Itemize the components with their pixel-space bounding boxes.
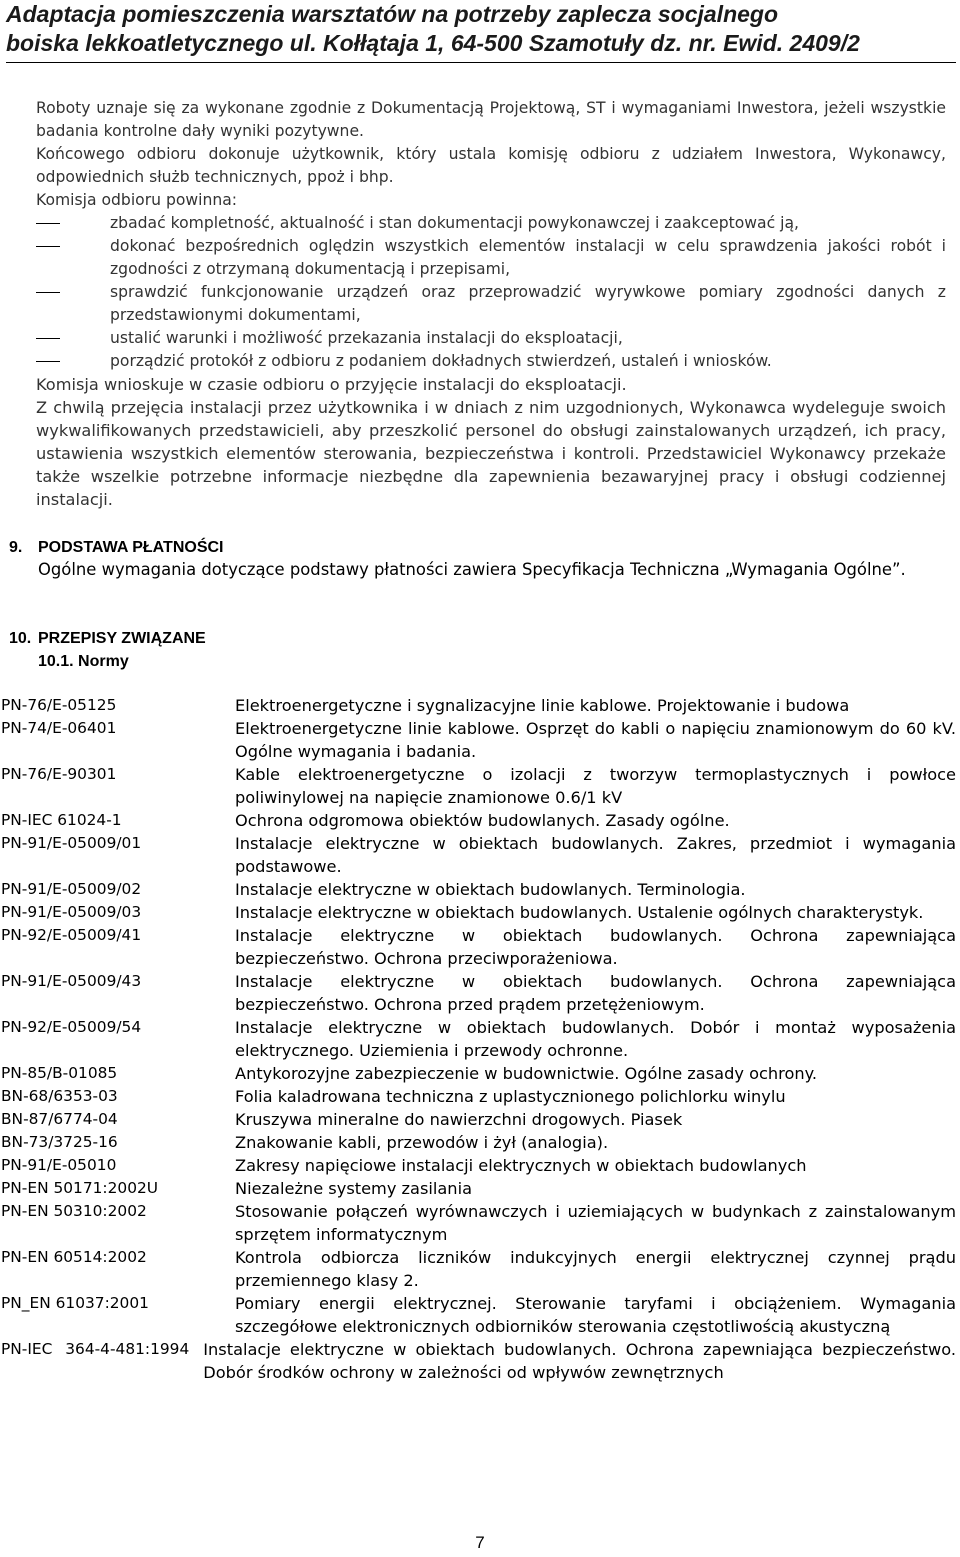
norm-description: Znakowanie kabli, przewodów i żył (analogia). — [235, 1133, 609, 1152]
norm-code: PN-91/E-05009/01 — [1, 834, 142, 852]
paragraph-committee-duties: Komisja odbioru powinna: — [36, 191, 238, 209]
norm-row — [0, 970, 960, 1016]
paragraph-training: Z chwilą przejęcia instalacji przez użytkownika i w dniach z nim uzgodnionych, Wykonawca wydeleguje swoich wykwalifikowanych przedstawicieli, aby przeszkolić personel do obsługi zainstalowanych urządzeń, ich pracy, ustawienia wszystkich elementów sterowania, bezpieczeństwa i kontroli. Przedstawiciel Wykonawcy przekaże także wszelkie potrzebne informacje niezbędne dla zapewnienia bezawaryjnej pracy i obsługi codziennej instalacji. — [36, 398, 946, 509]
list-item-text: sprawdzić funkcjonowanie urządzeń oraz przeprowadzić wyrywkowe pomiary zgodności danych z przedstawionymi dokumentami, — [110, 283, 946, 324]
list-item — [36, 327, 946, 350]
norm-description: Instalacje elektryczne w obiektach budowlanych. Ustalenie ogólnych charakterystyk. — [235, 903, 924, 922]
section-number: 10. — [9, 630, 32, 647]
norm-description: Instalacje elektryczne w obiektach budowlanych. Zakres, przedmiot i wymagania podstawowe. — [235, 834, 956, 876]
norm-row — [0, 832, 960, 878]
header-title-line-2: boiska lekkoatletycznego ul. Kołłątaja 1, 64-500 Szamotuły dz. nr. Ewid. 2409/2 — [6, 30, 860, 56]
norm-row — [0, 1154, 960, 1177]
list-item — [36, 350, 946, 373]
norm-row — [0, 901, 960, 924]
list-item — [36, 281, 946, 327]
norm-row — [0, 1338, 960, 1384]
norm-description: Instalacje elektryczne w obiektach budowlanych. Ochrona zapewniająca bezpieczeństwo. Dobór środków ochrony w zależności od wpływów zewnętrznych — [203, 1340, 956, 1382]
dash-bullet — [36, 223, 60, 224]
norm-code: PN-IEC 364-4-481:1994 — [1, 1340, 190, 1358]
norm-description: Folia kaladrowana techniczna z uplastycznionego polichlorku winylu — [235, 1087, 786, 1106]
norm-row — [0, 1131, 960, 1154]
norm-row — [0, 1016, 960, 1062]
list-item — [36, 235, 946, 281]
section-title: PRZEPISY ZWIĄZANE — [38, 630, 206, 647]
norm-description: Elektroenergetyczne i sygnalizacyjne linie kablowe. Projektowanie i budowa — [235, 696, 850, 715]
norm-row — [0, 924, 960, 970]
norm-description: Zakresy napięciowe instalacji elektrycznych w obiektach budowlanych — [235, 1156, 807, 1175]
page-number: 7 — [475, 1533, 485, 1552]
norm-row — [0, 717, 960, 763]
norm-code: PN-91/E-05010 — [1, 1156, 117, 1174]
norm-code: BN-87/6774-04 — [1, 1110, 118, 1128]
norm-row — [0, 694, 960, 717]
norm-description: Instalacje elektryczne w obiektach budowlanych. Ochrona zapewniająca bezpieczeństwo. Ochrona przeciwporażeniowa. — [235, 926, 956, 968]
norm-description: Kable elektroenergetyczne o izolacji z tworzyw termoplastycznych i powłoce poliwinylowej na napięcie znamionowe 0.6/1 kV — [235, 765, 956, 807]
norm-code: PN-EN 50171:2002U — [1, 1179, 159, 1197]
dash-bullet — [36, 246, 60, 247]
norm-description: Instalacje elektryczne w obiektach budowlanych. Ochrona zapewniająca bezpieczeństwo. Ochrona przed prądem przetężeniowym. — [235, 972, 956, 1014]
norm-row — [0, 1062, 960, 1085]
list-item-text: porządzić protokół z odbioru z podaniem dokładnych stwierdzeń, ustaleń i wniosków. — [110, 352, 772, 370]
norm-row — [0, 1292, 960, 1338]
subsection-title: 10.1. Normy — [38, 653, 129, 670]
norm-row — [0, 809, 960, 832]
norm-row — [0, 1177, 960, 1200]
norm-description: Kontrola odbiorcza liczników indukcyjnych energii elektrycznej czynnej prądu przemiennego klasy 2. — [235, 1248, 956, 1290]
norm-row — [0, 763, 960, 809]
list-item-text: dokonać bezpośrednich oględzin wszystkich elementów instalacji w celu sprawdzenia jakości robót i zgodności z otrzymaną dokumentacją i przepisami, — [110, 237, 946, 278]
paragraph-committee-motion: Komisja wnioskuje w czasie odbioru o przyjęcie instalacji do eksploatacji. — [36, 375, 627, 394]
list-item-text: zbadać kompletność, aktualność i stan dokumentacji powykonawczej i zaakceptować ją, — [110, 214, 799, 232]
norm-code: PN-91/E-05009/03 — [1, 903, 142, 921]
norm-code: PN-91/E-05009/43 — [1, 972, 142, 990]
norm-code: PN-91/E-05009/02 — [1, 880, 142, 898]
list-item-text: ustalić warunki i możliwość przekazania instalacji do eksploatacji, — [110, 329, 623, 347]
header-title-line-1: Adaptacja pomieszczenia warsztatów na potrzeby zaplecza socjalnego — [6, 1, 779, 27]
section-body: Ogólne wymagania dotyczące podstawy płatności zawiera Specyfikacja Techniczna „Wymagania Ogólne”. — [38, 560, 906, 579]
norm-row — [0, 878, 960, 901]
norm-code: PN-IEC 61024-1 — [1, 811, 122, 829]
norm-description: Instalacje elektryczne w obiektach budowlanych. Dobór i montaż wyposażenia elektrycznego. Uziemienia i przewody ochronne. — [235, 1018, 956, 1060]
norm-code: PN-92/E-05009/41 — [1, 926, 142, 944]
norm-description: Pomiary energii elektrycznej. Sterowanie taryfami i obciążeniem. Wymagania szczegółowe elektronicznych odbiorników sterowania częstotliwością akustyczną — [235, 1294, 956, 1336]
document-header — [6, 0, 954, 58]
acceptance-section — [36, 97, 946, 511]
paragraph-final-acceptance: Końcowego odbioru dokonuje użytkownik, który ustala komisję odbioru z udziałem Inwestora, Wykonawcy, odpowiednich służb technicznych, ppoż i bhp. — [36, 145, 946, 186]
list-item — [36, 212, 946, 235]
norm-description: Kruszywa mineralne do nawierzchni drogowych. Piasek — [235, 1110, 683, 1129]
dash-bullet — [36, 292, 60, 293]
norm-description: Instalacje elektryczne w obiektach budowlanych. Terminologia. — [235, 880, 746, 899]
norm-description: Stosowanie połączeń wyrównawczych i uziemiających w budynkach z zainstalowanym sprzętem informatycznym — [235, 1202, 956, 1244]
norm-description: Antykorozyjne zabezpieczenie w budownictwie. Ogólne zasady ochrony. — [235, 1064, 818, 1083]
committee-duties-list — [36, 212, 946, 373]
norm-description: Elektroenergetyczne linie kablowe. Osprzęt do kabli o napięciu znamionowym do 60 kV. Ogólne wymagania i badania. — [235, 719, 956, 761]
dash-bullet — [36, 361, 60, 362]
norm-code: PN-85/B-01085 — [1, 1064, 118, 1082]
norm-code: PN-76/E-90301 — [1, 765, 117, 783]
norm-code: PN-74/E-06401 — [1, 719, 117, 737]
norm-code: PN_EN 61037:2001 — [1, 1294, 149, 1312]
norm-row — [0, 1085, 960, 1108]
norm-row — [0, 1200, 960, 1246]
section-number: 9. — [9, 539, 23, 556]
paragraph-acceptance: Roboty uznaje się za wykonane zgodnie z Dokumentacją Projektową, ST i wymaganiami Inwestora, jeżeli wszystkie badania kontrolne dały wyniki pozytywne. — [36, 99, 946, 140]
header-divider — [6, 62, 956, 63]
norm-description: Niezależne systemy zasilania — [235, 1179, 472, 1198]
norm-code: BN-68/6353-03 — [1, 1087, 118, 1105]
dash-bullet — [36, 338, 60, 339]
norm-row — [0, 1108, 960, 1131]
norm-code: PN-EN 60514:2002 — [1, 1248, 147, 1266]
norm-code: BN-73/3725-16 — [1, 1133, 118, 1151]
norm-code: PN-EN 50310:2002 — [1, 1202, 147, 1220]
norm-description: Ochrona odgromowa obiektów budowlanych. Zasady ogólne. — [235, 811, 730, 830]
norm-code: PN-92/E-05009/54 — [1, 1018, 142, 1036]
norm-code: PN-76/E-05125 — [1, 696, 117, 714]
norms-list — [0, 694, 960, 1384]
section-title: PODSTAWA PŁATNOŚCI — [38, 539, 224, 556]
norm-row — [0, 1246, 960, 1292]
